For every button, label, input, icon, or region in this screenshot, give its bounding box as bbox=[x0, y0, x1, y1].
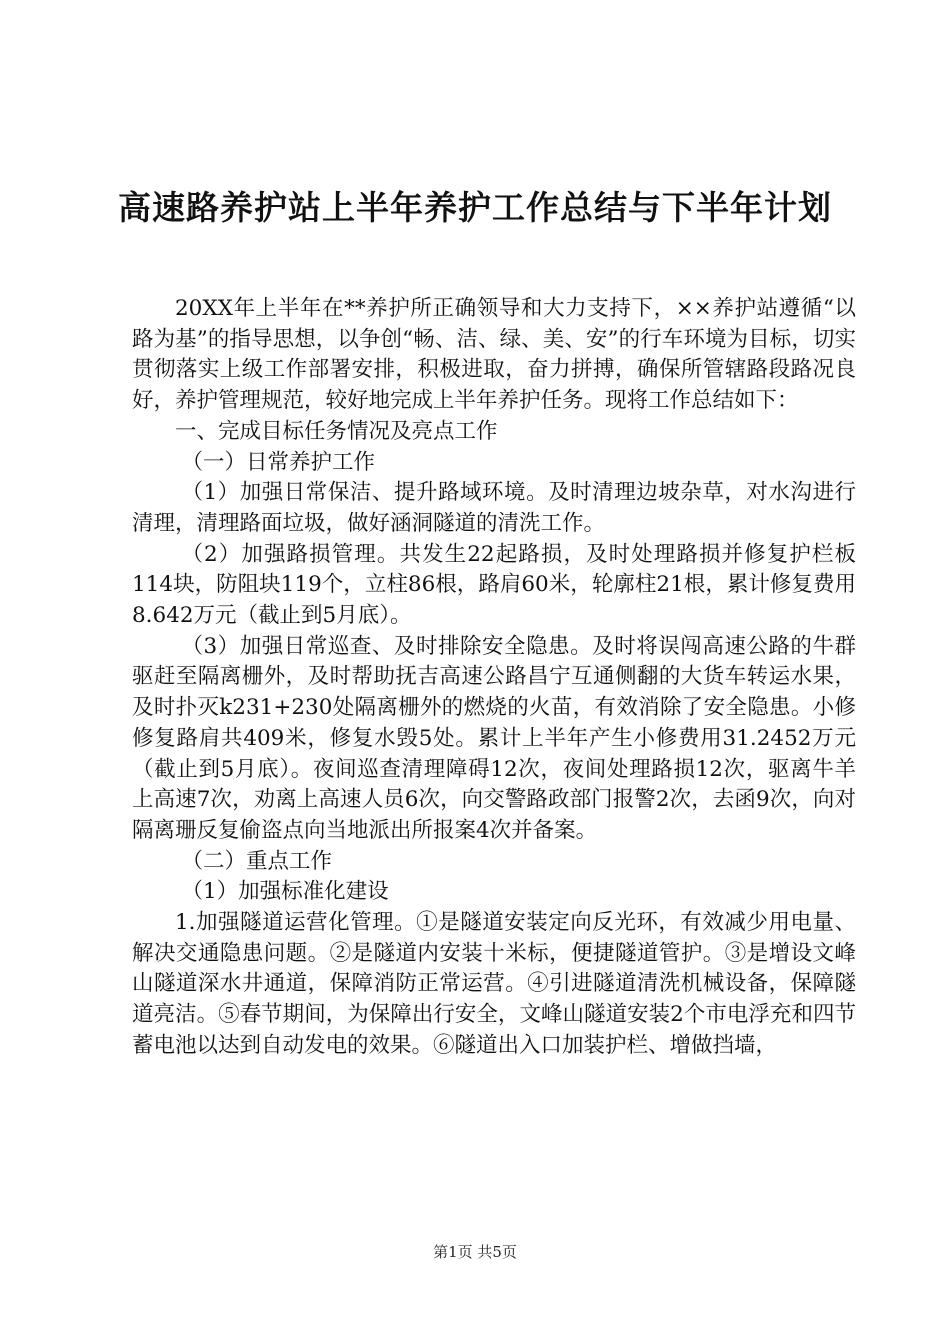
document-body bbox=[132, 294, 856, 1062]
body-paragraph: 1.加强隧道运营化管理。①是隧道安装定向反光环，有效减少用电量、解决交通隐患问题。②是隧道内安装十米标，便捷隧道管护。③是增设文峰山隧道深水井通道，保障消防正常运营。④引进隧道清洗机械设备，保障隧道亮洁。⑤春节期间，为保障出行安全，文峰山隧道安装2个市电浮充和四节蓄电池以达到自动发电的效果。⑥隧道出入口加装护栏、增做挡墙， bbox=[132, 910, 856, 1058]
body-paragraph: （2）加强路损管理。共发生22起路损，及时处理路损并修复护栏板114块，防阻块119个，立柱86根，路肩60米，轮廓柱21根，累计修复费用8.642万元（截止到5月底）。 bbox=[132, 541, 856, 629]
intro-paragraph: 20XX年上半年在**养护所正确领导和大力支持下，××养护站遵循“以路为基”的指导思想，以争创“畅、洁、绿、美、安”的行车环境为目标，切实贯彻落实上级工作部署安排，积极进取，奋力拼搏，确保所管辖路段路况良好，养护管理规范，较好地完成上半年养护任务。现将工作总结如下： bbox=[132, 296, 856, 414]
body-paragraph: （1）加强日常保洁、提升路域环境。及时清理边坡杂草，对水沟进行清理，清理路面垃圾，做好涵洞隧道的清洗工作。 bbox=[132, 480, 856, 536]
page-number-footer: 第1页 共5页 bbox=[433, 1243, 517, 1261]
item-heading: （1）加强标准化建设 bbox=[181, 879, 389, 905]
subsection-heading: （二）重点工作 bbox=[181, 848, 332, 874]
subsection-heading: （一）日常养护工作 bbox=[181, 449, 375, 475]
section-heading: 一、完成目标任务情况及亮点工作 bbox=[175, 418, 498, 444]
document-title: 高速路养护站上半年养护工作总结与下半年计划 bbox=[118, 188, 832, 227]
body-paragraph: （3）加强日常巡查、及时排除安全隐患。及时将误闯高速公路的牛群驱赶至隔离栅外，及时帮助抚吉高速公路昌宁互通侧翻的大货车转运水果，及时扑灭k231+230处隔离栅外的燃烧的火苗，有效消除了安全隐患。小修修复路肩共409米，修复水毁5处。累计上半年产生小修费用31.2452万元（截止到5月底）。夜间巡查清理障碍12次，夜间处理路损12次，驱离牛羊上高速7次，劝离上高速人员6次，向交警路政部门报警2次，去函9次，向对隔离珊反复偷盗点向当地派出所报案4次并备案。 bbox=[132, 633, 856, 843]
